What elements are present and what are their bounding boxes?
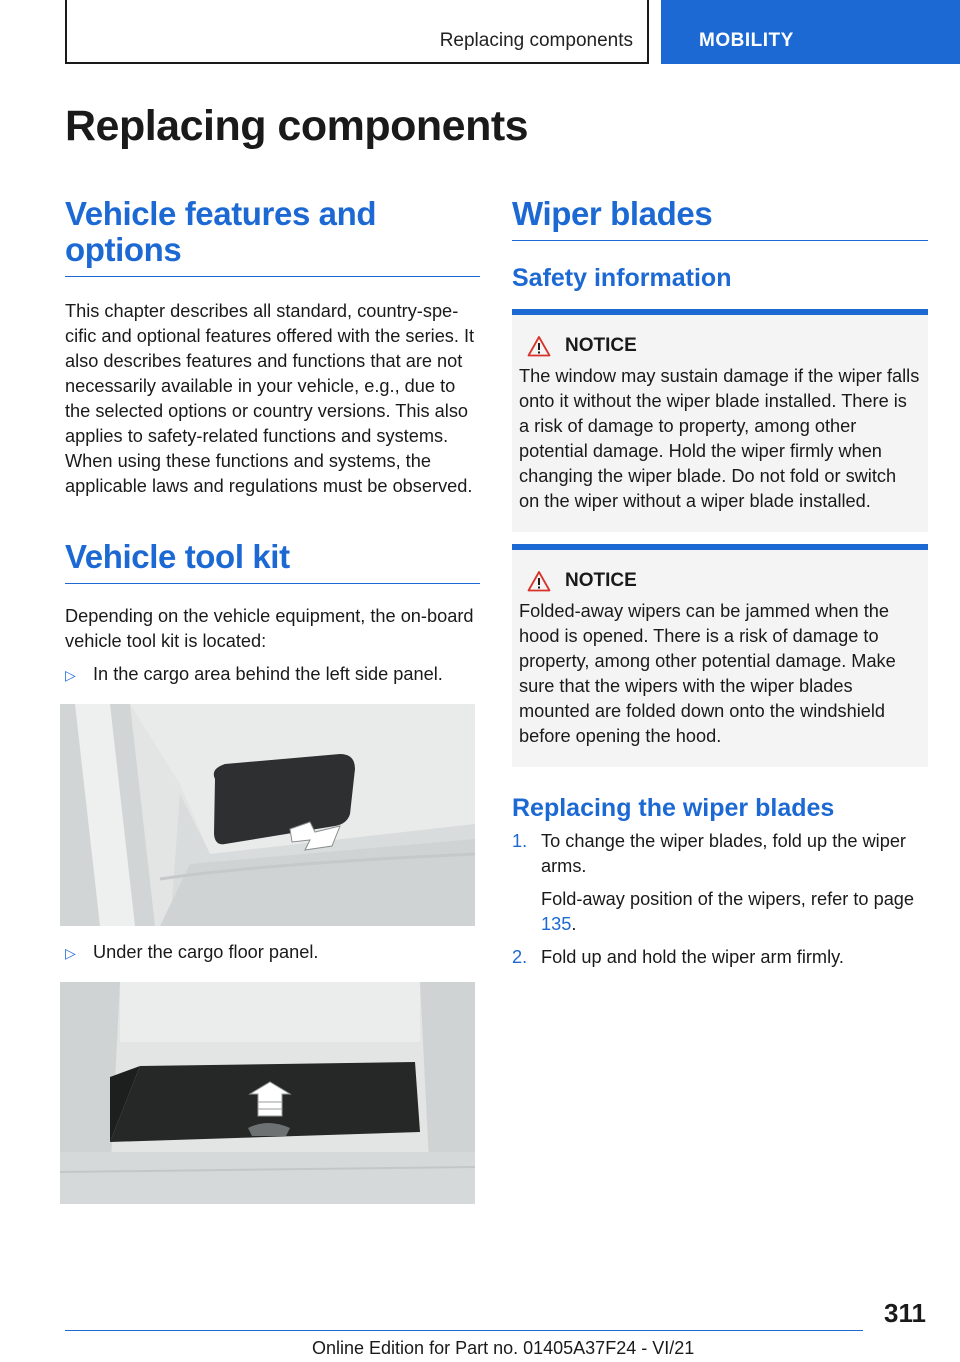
step-number: 2. (512, 947, 528, 967)
notice-header (519, 335, 920, 357)
notice-text: Folded-away wipers can be jammed when the hood is opened. There is a risk of damage to property, among other potential damage. Make sure that the wipers with the wiper blades mounted are folded down onto the windshield before opening the hood. (519, 601, 896, 746)
cargo-side-panel-illustration (60, 704, 475, 926)
step-number: 1. (512, 831, 528, 851)
heading-vehicle-tool-kit: Vehicle tool kit (65, 539, 480, 584)
features-body: This chapter describes all standard, country-specific and optional features offered with the series. It also describes features and functions that are not necessarily available in your vehicle, e.g., due to the selected options or country versions. This also applies to safety-related functions and systems. When using these functions and systems, the applicable laws and regulations must be observed. (65, 301, 475, 496)
step-2 (512, 945, 928, 970)
heading-wiper-blades: Wiper blades (512, 196, 928, 241)
toolkit-bullet-side-panel (65, 662, 480, 688)
notice-label: NOTICE (565, 335, 637, 356)
warning-triangle-icon (527, 570, 551, 592)
bullet-text: In the cargo area behind the left side panel. (93, 664, 443, 684)
toolkit-bullet-cargo-floor (65, 940, 480, 966)
bullet-triangle-icon: ▷ (65, 667, 76, 683)
figure-cargo-side-panel (60, 704, 475, 926)
page-number: 311 (884, 1298, 926, 1328)
warning-triangle-icon (527, 335, 551, 357)
step-note-text: Fold-away position of the wipers, refer to page (541, 889, 915, 909)
step-note (541, 887, 928, 937)
step-text: Fold up and hold the wiper arm firmly. (541, 947, 844, 967)
figure-cargo-floor-panel (60, 982, 475, 1204)
footer-divider (65, 1330, 863, 1331)
left-column (65, 196, 480, 1204)
notice-label: NOTICE (565, 570, 637, 591)
notice-box-1 (512, 309, 928, 532)
header-section-title: Replacing components (439, 30, 633, 51)
heading-replacing-wiper-blades: Replacing the wiper blades (512, 794, 835, 822)
right-column (512, 196, 928, 970)
header-section-box (65, 0, 649, 64)
step-text: To change the wiper blades, fold up the wiper arms. (541, 831, 906, 876)
chapter-tab[interactable] (661, 0, 960, 64)
footer-edition: Online Edition for Part no. 01405A37F24 - VI/21 (312, 1338, 695, 1358)
toolkit-intro: Depending on the vehicle equipment, the on-board vehicle tool kit is located: (65, 606, 474, 651)
heading-safety-information: Safety information (512, 264, 732, 292)
bullet-text: Under the cargo floor panel. (93, 942, 319, 962)
step-content (541, 829, 928, 937)
notice-text: The window may sustain damage if the wiper falls onto it without the wiper blade installed. There is a risk of damage to property, among other potential damage. Hold the wiper firmly when changing the wiper blade. Do not fold or switch on the wiper without a wiper blade installed. (519, 366, 920, 511)
page-title: Replacing components (65, 102, 529, 150)
step-1 (512, 829, 928, 937)
chapter-tab-label: MOBILITY (699, 30, 794, 51)
bullet-triangle-icon: ▷ (65, 945, 76, 961)
step-note-suffix: . (571, 914, 577, 934)
cargo-floor-panel-illustration (60, 982, 475, 1204)
notice-box-2 (512, 544, 928, 767)
page-reference-link[interactable]: 135 (541, 914, 572, 934)
heading-vehicle-features: Vehicle features and options (65, 196, 480, 277)
notice-header (519, 570, 920, 592)
